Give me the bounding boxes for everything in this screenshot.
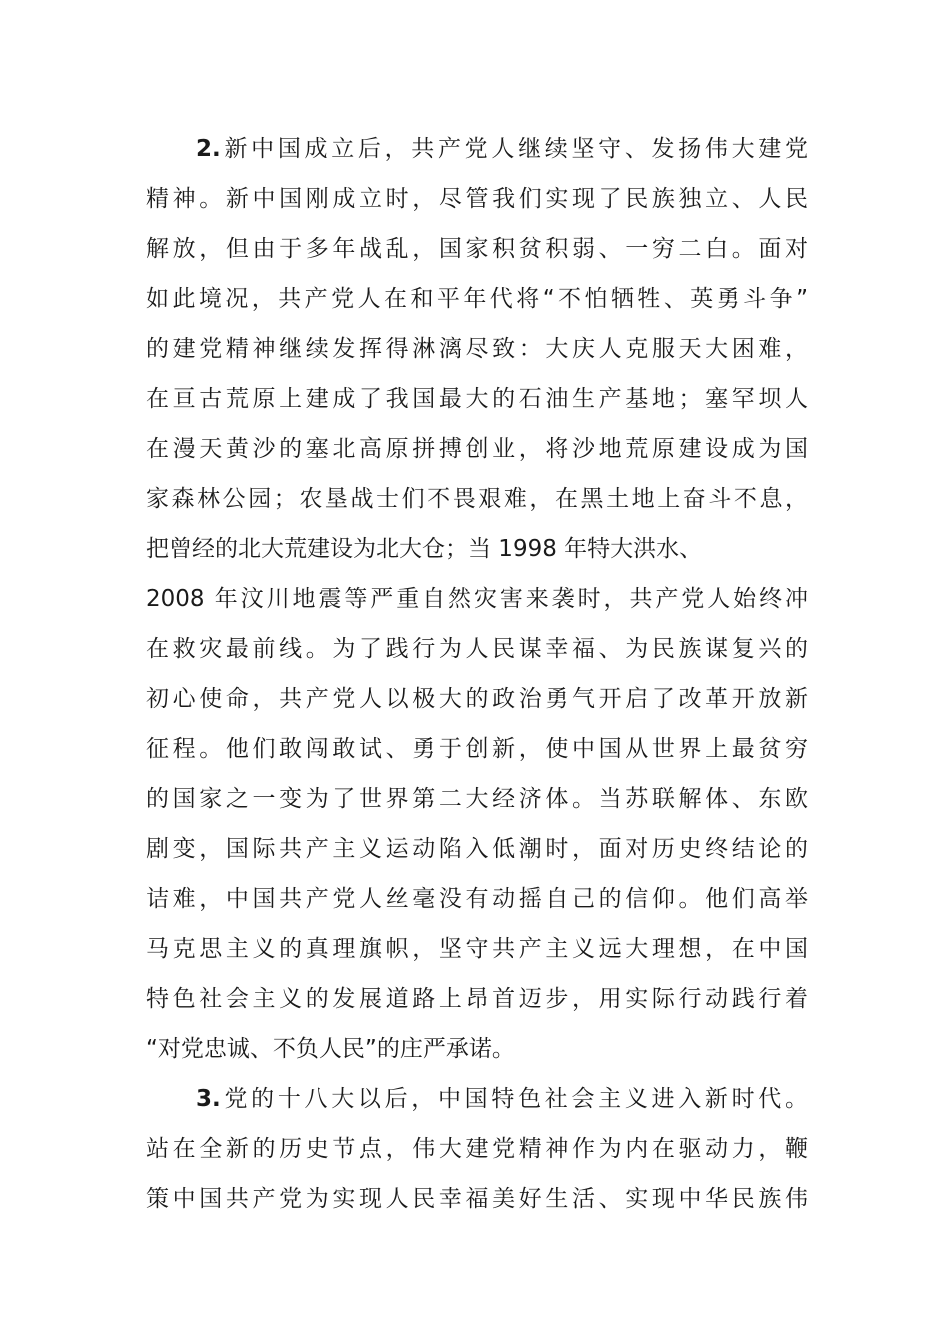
paragraph-2-line-6: 在亘古荒原上建成了我国最大的石油生产基地；塞罕坝人 [146, 386, 808, 412]
paragraph-3-line-1-text: 党的十八大以后，中国特色社会主义进入新时代。 [220, 1086, 808, 1112]
paragraph-2-line-7: 在漫天黄沙的塞北高原拼搏创业，将沙地荒原建设成为国 [146, 436, 808, 462]
paragraph-2-line-13: 征程。他们敢闯敢试、勇于创新，使中国从世界上最贫穷 [146, 736, 808, 762]
paragraph-2-number: 2. [196, 136, 221, 162]
paragraph-2-line-10: 2008 年汶川地震等严重自然灾害来袭时，共产党人始终冲 [146, 586, 808, 612]
paragraph-2-line-11: 在救灾最前线。为了践行为人民谋幸福、为民族谋复兴的 [146, 636, 808, 662]
paragraph-2-line-5: 的建党精神继续发挥得淋漓尽致：大庆人克服天大困难， [146, 336, 808, 362]
paragraph-2-line-9: 把曾经的北大荒建设为北大仓；当 1998 年特大洪水、 [146, 536, 703, 562]
paragraph-2-line-19: “对党忠诚、不负人民”的庄严承诺。 [146, 1036, 515, 1062]
paragraph-2-line-4: 如此境况，共产党人在和平年代将“不怕牺牲、英勇斗争” [146, 286, 808, 312]
paragraph-2-line-2: 精神。新中国刚成立时，尽管我们实现了民族独立、人民 [146, 186, 808, 212]
paragraph-2-line-16: 诘难，中国共产党人丝毫没有动摇自己的信仰。他们高举 [146, 886, 808, 912]
paragraph-2-line-8: 家森林公园；农垦战士们不畏艰难，在黑土地上奋斗不息， [146, 486, 808, 512]
paragraph-2-line-3: 解放，但由于多年战乱，国家积贫积弱、一穷二白。面对 [146, 236, 808, 262]
paragraph-2-line-18: 特色社会主义的发展道路上昂首迈步，用实际行动践行着 [146, 986, 808, 1012]
paragraph-3-line-1 [146, 1074, 808, 1124]
paragraph-2-line-1 [146, 124, 808, 174]
paragraph-2-line-17: 马克思主义的真理旗帜，坚守共产主义远大理想，在中国 [146, 936, 808, 962]
paragraph-3-line-3: 策中国共产党为实现人民幸福美好生活、实现中华民族伟 [146, 1186, 808, 1212]
paragraph-2-line-1-text: 新中国成立后，共产党人继续坚守、发扬伟大建党 [220, 136, 808, 162]
paragraph-3-number: 3. [196, 1086, 221, 1112]
paragraph-2-line-14: 的国家之一变为了世界第二大经济体。当苏联解体、东欧 [146, 786, 808, 812]
paragraph-2-line-15: 剧变，国际共产主义运动陷入低潮时，面对历史终结论的 [146, 836, 808, 862]
document-body [146, 124, 808, 1224]
paragraph-2-line-12: 初心使命，共产党人以极大的政治勇气开启了改革开放新 [146, 686, 808, 712]
paragraph-3-line-2: 站在全新的历史节点，伟大建党精神作为内在驱动力，鞭 [146, 1136, 808, 1162]
